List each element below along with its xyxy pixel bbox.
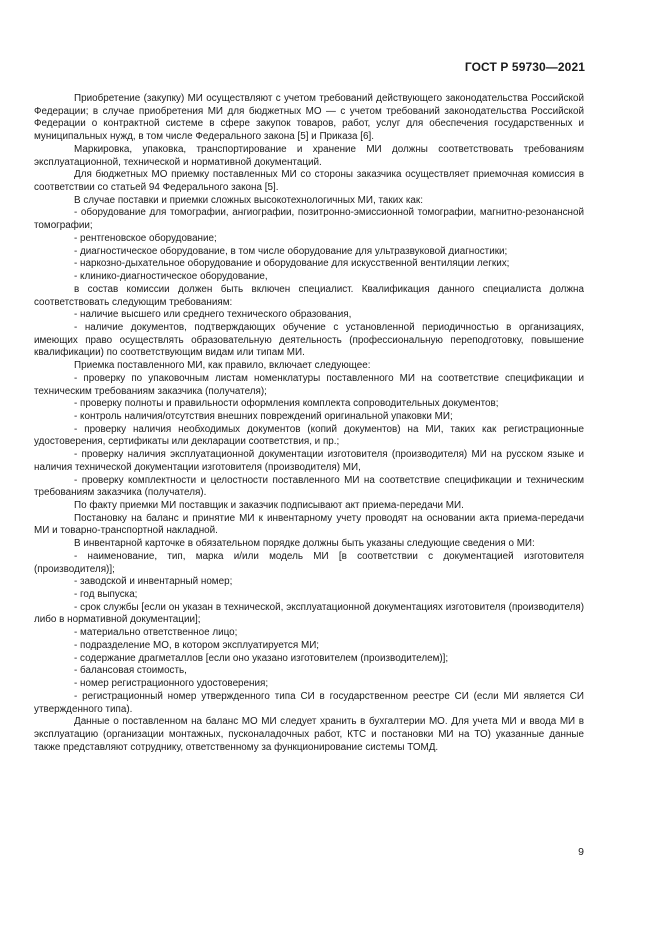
page-number: 9 xyxy=(578,846,584,858)
list-item: - проверку наличия необходимых документов (копий документов) на МИ, таких как регистрационные удостоверения, сертификаты или декларации соответствия, и пр.; xyxy=(34,423,584,448)
list-item: - проверку наличия эксплуатационной документации изготовителя (производителя) МИ на русском языке и наличия технической документации изготовителя (производителя) МИ, xyxy=(34,449,584,473)
list-item: - материально ответственное лицо; xyxy=(74,627,238,639)
list-item: - диагностическое оборудование, в том числе оборудование для ультразвуковой диагностики; xyxy=(74,245,508,257)
list-item: - регистрационный номер утвержденного типа СИ в государственном реестре СИ (если МИ является СИ утвержденного типа). xyxy=(34,690,584,715)
list-item: - наименование, тип, марка и/или модель МИ [в соответствии с документацией изготовителя (производителя)]; xyxy=(34,550,584,575)
paragraph: Для бюджетных МО приемку поставленных МИ со стороны заказчика осуществляет приемочная комиссия в соответствии со статьей 94 Федерального закона [5]. xyxy=(34,169,584,194)
list-item: - проверку полноты и правильности оформления комплекта сопроводительных документов; xyxy=(74,398,499,410)
list-item: - клинико-диагностическое оборудование, xyxy=(74,271,268,283)
paragraph: Приобретение (закупку) МИ осуществляют с учетом требований действующего законодательства Российской Федерации; в случае приобретения МИ для бюджетных МО — с учетом требований законодательства Российской Федерации о контрактной системе в сфере закупок товаров, работ, услуг для обеспечения государственных и муниципальных нужд, в том числе Федерального закона [5] и Приказа [6]. xyxy=(34,93,584,143)
paragraph: Маркировка, упаковка, транспортирование и хранение МИ должны соответствовать требованиям эксплуатационной, технической и нормативной документаций. xyxy=(34,143,584,168)
list-item: - наркозно-дыхательное оборудование и оборудование для искусственной вентиляции легких; xyxy=(74,258,510,270)
list-item: - контроль наличия/отсутствия внешних повреждений оригинальной упаковки МИ; xyxy=(74,410,453,422)
list-item: - наличие высшего или среднего технического образования, xyxy=(74,309,352,321)
list-item: - рентгеновское оборудование; xyxy=(74,232,217,244)
list-item: - проверку по упаковочным листам номенклатуры поставленного МИ на соответствие спецификации и техническим требованиям заказчика (получателя); xyxy=(34,372,584,397)
paragraph: В инвентарной карточке в обязательном порядке должны быть указаны следующие сведения о МИ: xyxy=(74,538,535,550)
list-item: - проверку комплектности и целостности поставленного МИ на соответствие спецификации и техническим требованиям заказчика (получателя). xyxy=(34,474,584,499)
list-item: - подразделение МО, в котором эксплуатируется МИ; xyxy=(74,639,320,651)
paragraph: Данные о поставленном на баланс МО МИ следует хранить в бухгалтерии МО. Для учета МИ и ввода МИ в эксплуатацию (организации монтажных, пусконаладочных работ, КТС и постановки МИ на ТО) указанные данные также представляют сотруднику, ответственному за функционирование системы ТОМД. xyxy=(34,716,584,753)
list-item: - наличие документов, подтверждающих обучение с установленной периодичностью в организациях, имеющих право осуществлять образовательную деятельность (профессиональную переподготовку, повышение квалификации) по соответствующим видам или типам МИ. xyxy=(34,321,584,359)
paragraph: Постановку на баланс и принятие МИ к инвентарному учету проводят на основании акта приема-передачи МИ и товарно-транспортной накладной. xyxy=(34,512,584,537)
document-body xyxy=(34,93,584,754)
list-item: - оборудование для томографии, ангиографии, позитронно-эмиссионной томографии, магнитно-резонансной томографии; xyxy=(34,207,584,232)
list-item: - балансовая стоимость, xyxy=(74,665,187,677)
standard-designation: ГОСТ Р 59730—2021 xyxy=(464,60,585,74)
list-item: - срок службы [если он указан в технической, эксплуатационной документациях изготовителя (производителя) либо в нормативной документации]; xyxy=(34,601,584,626)
list-item: - номер регистрационного удостоверения; xyxy=(74,678,269,690)
paragraph: в состав комиссии должен быть включен специалист. Квалификация данного специалиста должна соответствовать следующим требованиям: xyxy=(34,283,584,308)
paragraph: В случае поставки и приемки сложных высокотехнологичных МИ, таких как: xyxy=(74,194,423,206)
list-item: - заводской и инвентарный номер; xyxy=(74,576,233,588)
list-item: - содержание драгметаллов [если оно указано изготовителем (производителем)]; xyxy=(74,652,449,664)
paragraph: По факту приемки МИ поставщик и заказчик подписывают акт приема-передачи МИ. xyxy=(74,500,464,511)
paragraph: Приемка поставленного МИ, как правило, включает следующее: xyxy=(74,360,371,372)
list-item: - год выпуска; xyxy=(74,589,138,601)
